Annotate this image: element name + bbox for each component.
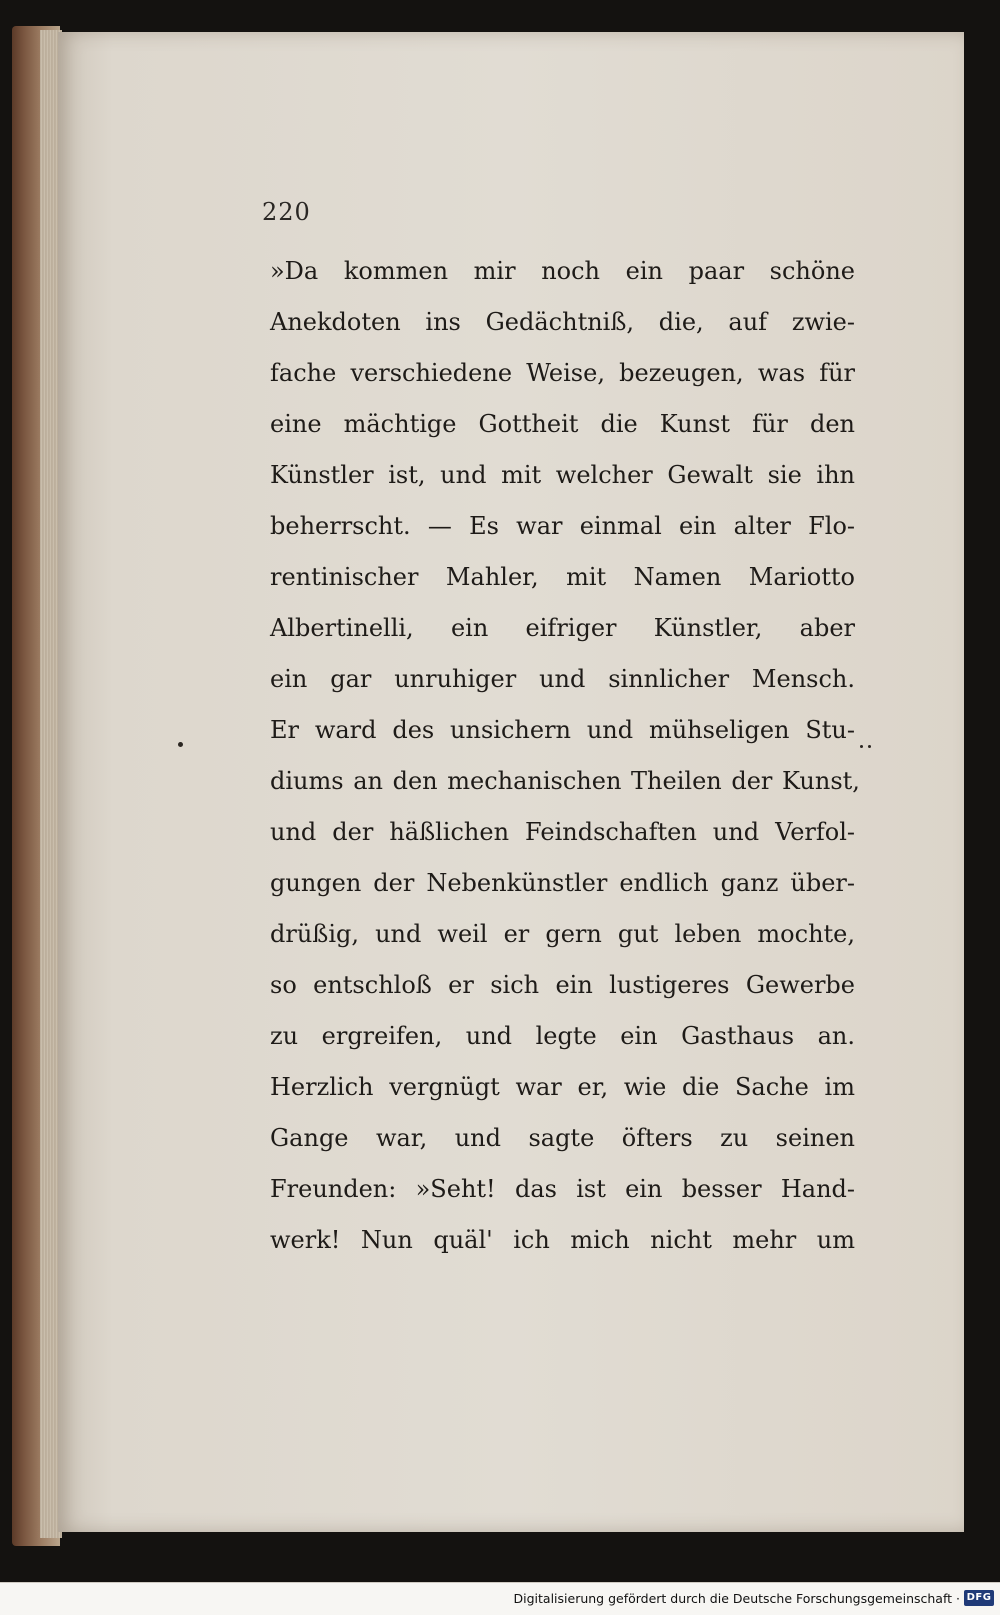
- text-line: ein gar unruhiger und sinnlicher Mensch.: [270, 665, 855, 693]
- text-line: Künstler ist, und mit welcher Gewalt sie ihn: [270, 461, 855, 489]
- page-number: 220: [262, 198, 311, 226]
- text-line: Freunden: »Seht! das ist ein besser Hand-: [270, 1175, 855, 1203]
- body-text: [270, 246, 860, 1266]
- text-line: rentinischer Mahler, mit Namen Mariotto: [270, 563, 855, 591]
- ink-speck: [860, 745, 863, 748]
- text-line: diums an den mechanischen Theilen der Kunst,: [270, 767, 860, 795]
- text-line: drüßig, und weil er gern gut leben mochte,: [270, 920, 855, 948]
- footer-credit: Digitalisierung gefördert durch die Deutsche Forschungsgemeinschaft ·: [513, 1591, 960, 1606]
- text-line: »Da kommen mir noch ein paar schöne: [270, 257, 855, 285]
- text-line: Albertinelli, ein eifriger Künstler, aber: [270, 614, 855, 642]
- footer-bar: [0, 1582, 1000, 1615]
- text-line: Er ward des unsichern und mühseligen Stu-: [270, 716, 855, 744]
- ink-speck: [868, 745, 871, 748]
- text-line: fache verschiedene Weise, bezeugen, was für: [270, 359, 855, 387]
- text-line: eine mächtige Gottheit die Kunst für den: [270, 410, 855, 438]
- text-line: beherrscht. — Es war einmal ein alter Flo-: [270, 512, 855, 540]
- dfg-logo: DFG: [964, 1590, 994, 1606]
- text-line: Gange war, und sagte öfters zu seinen: [270, 1124, 855, 1152]
- ink-speck: [178, 742, 183, 747]
- text-line: so entschloß er sich ein lustigeres Gewerbe: [270, 971, 855, 999]
- text-line: Anekdoten ins Gedächtniß, die, auf zwie-: [270, 308, 855, 336]
- text-line: Herzlich vergnügt war er, wie die Sache im: [270, 1073, 855, 1101]
- text-line: zu ergreifen, und legte ein Gasthaus an.: [270, 1022, 855, 1050]
- text-line: werk! Nun quäl' ich mich nicht mehr um: [270, 1226, 855, 1254]
- text-line: gungen der Nebenkünstler endlich ganz über-: [270, 869, 855, 897]
- text-line: und der häßlichen Feindschaften und Verfol-: [270, 818, 855, 846]
